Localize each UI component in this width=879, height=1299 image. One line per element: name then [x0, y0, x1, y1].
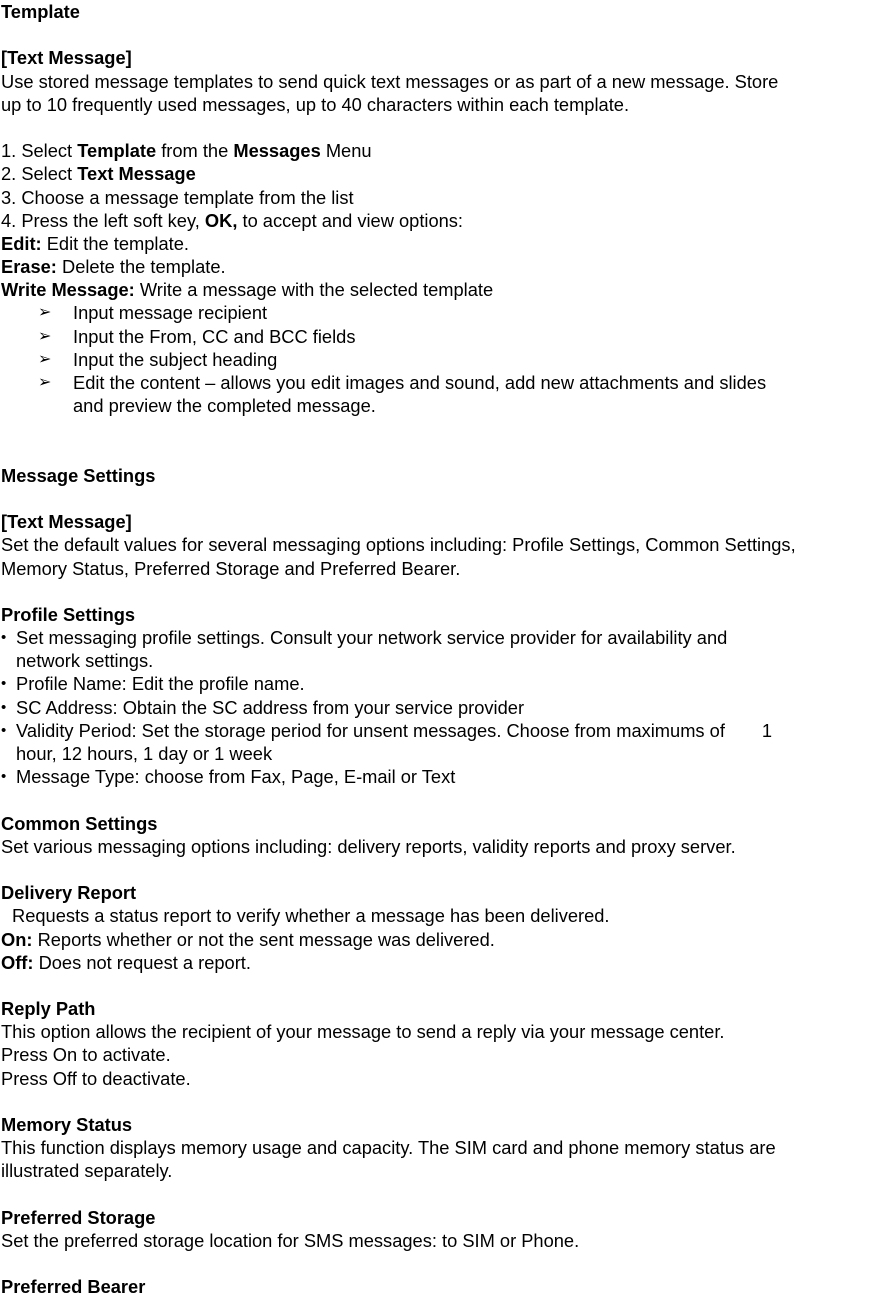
list-item: ➢ Edit the content – allows you edit images and sound, add new attachments and slides [38, 372, 767, 393]
memory-status-text: This function displays memory usage and capacity. The SIM card and phone memory status are [1, 1137, 776, 1159]
common-settings-heading: Common Settings [1, 812, 158, 834]
delivery-report-text: Requests a status report to verify whether a message has been delivered. [12, 905, 610, 927]
bullet-icon: • [1, 675, 7, 693]
template-subheading: [Text Message] [1, 47, 132, 69]
memory-status-heading: Memory Status [1, 1114, 133, 1135]
list-item: • Set messaging profile settings. Consult your network service provider for availability and [1, 627, 728, 649]
preferred-storage-heading: Preferred Storage [1, 1206, 156, 1228]
profile-settings-heading: Profile Settings [1, 603, 136, 625]
list-item-continuation: and preview the completed message. [73, 395, 376, 417]
reply-path-text: This option allows the recipient of your message to send a reply via your message center. [1, 1021, 725, 1043]
preferred-bearer-heading: Preferred Bearer [1, 1276, 146, 1298]
list-item: • SC Address: Obtain the SC address from your service provider [1, 696, 525, 718]
delivery-off: Off: Does not request a report. [1, 951, 251, 973]
bullet-icon: • [1, 698, 7, 716]
arrow-bullet-icon: ➢ [38, 327, 52, 345]
bullet-icon: • [1, 768, 7, 786]
bullet-icon: • [1, 629, 7, 647]
reply-path-on: Press On to activate. [1, 1044, 171, 1066]
arrow-bullet-icon: ➢ [38, 350, 52, 368]
settings-intro-line: Memory Status, Preferred Storage and Preferred Bearer. [1, 557, 461, 579]
reply-path-heading: Reply Path [1, 998, 96, 1020]
template-heading: Template [1, 1, 80, 22]
document-page [1, 0, 879, 1299]
settings-heading: Message Settings [1, 464, 156, 486]
step-2: 2. Select Text Message [1, 163, 196, 185]
list-item: ➢ Input message recipient [38, 302, 268, 324]
option-edit: Edit: Edit the template. [1, 232, 189, 254]
list-item: • Message Type: choose from Fax, Page, E-mail or Text [1, 766, 456, 788]
list-item-continuation: network settings. [16, 650, 154, 672]
step-3: 3. Choose a message template from the list [1, 186, 354, 208]
template-intro-line: up to 10 frequently used messages, up to 40 characters within each template. [1, 93, 630, 115]
reply-path-off: Press Off to deactivate. [1, 1067, 191, 1089]
common-settings-text: Set various messaging options including: delivery reports, validity reports and proxy server. [1, 835, 736, 857]
list-item: ➢ Input the subject heading [38, 348, 278, 370]
arrow-bullet-icon: ➢ [38, 374, 52, 391]
option-erase: Erase: Delete the template. [1, 256, 226, 278]
step-1: 1. Select Template from the Messages Menu [1, 140, 372, 162]
settings-subheading: [Text Message] [1, 511, 132, 533]
list-item: ➢ Input the From, CC and BCC fields [38, 325, 356, 347]
bullet-icon: • [1, 721, 7, 739]
list-item-continuation: hour, 12 hours, 1 day or 1 week [16, 743, 273, 764]
delivery-on: On: Reports whether or not the sent message was delivered. [1, 928, 495, 950]
list-item: • Validity Period: Set the storage period for unsent messages. Choose from maximums of 1 [1, 719, 773, 741]
preferred-storage-text: Set the preferred storage location for SMS messages: to SIM or Phone. [1, 1229, 580, 1251]
step-4: 4. Press the left soft key, OK, to accept and view options: [1, 209, 464, 231]
list-item: • Profile Name: Edit the profile name. [1, 673, 305, 695]
template-intro-line: Use stored message templates to send quick text messages or as part of a new message. Store [1, 70, 779, 92]
memory-status-text: illustrated separately. [1, 1160, 173, 1182]
option-write-message: Write Message: Write a message with the selected template [1, 279, 494, 301]
arrow-bullet-icon: ➢ [38, 304, 52, 322]
settings-intro-line: Set the default values for several messaging options including: Profile Settings, Common Settings, [1, 534, 796, 556]
delivery-report-heading: Delivery Report [1, 882, 137, 904]
